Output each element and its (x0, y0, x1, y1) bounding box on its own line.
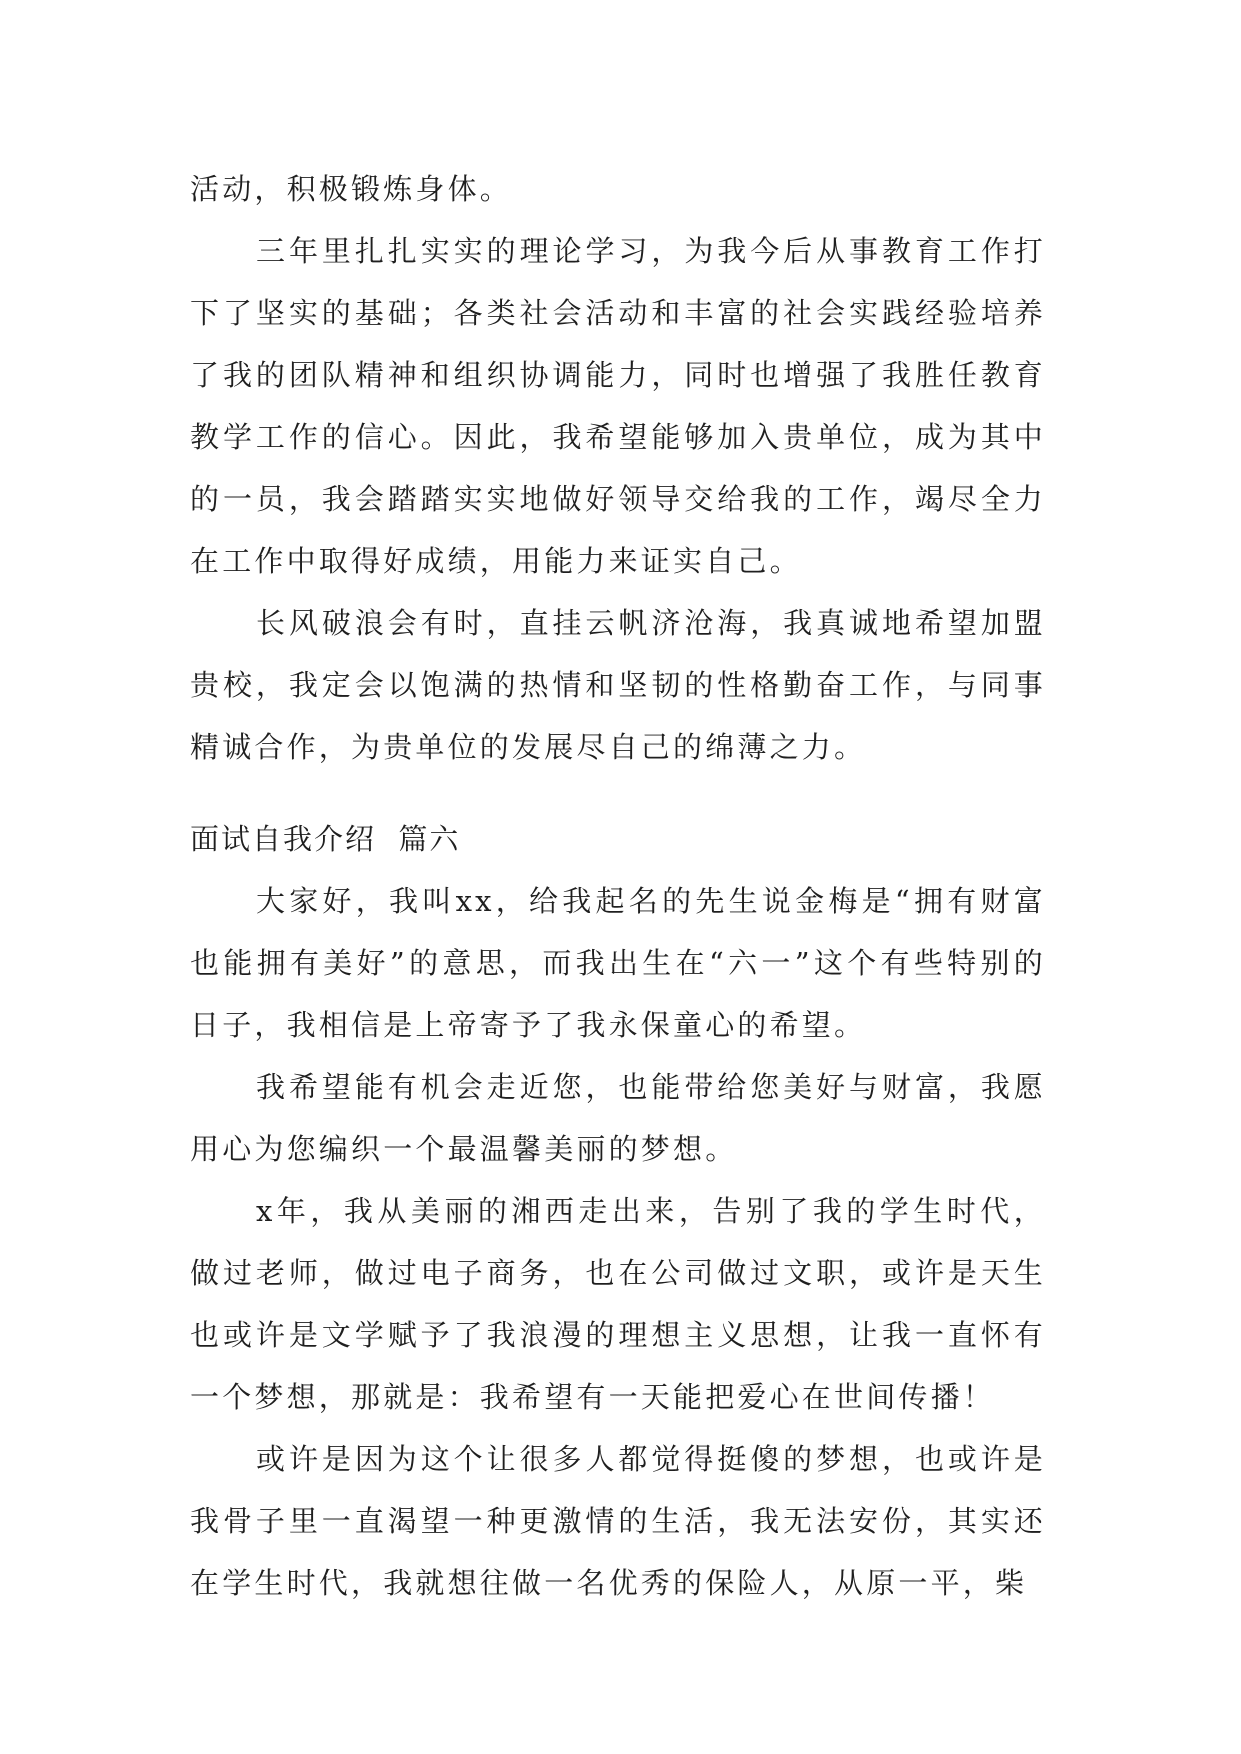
paragraph-closing-wish: 长风破浪会有时，直挂云帆济沧海，我真诚地希望加盟贵校，我定会以饱满的热情和坚韧的性格勤奋工作，与同事精诚合作，为贵单位的发展尽自己的绵薄之力。 (190, 606, 1046, 764)
section-heading: 面试自我介绍 篇六 (190, 822, 461, 856)
paragraph-hope: 我希望能有机会走近您，也能带给您美好与财富，我愿用心为您编织一个最温馨美丽的梦想。 (190, 1070, 1046, 1166)
paragraph-study-experience: 三年里扎扎实实的理论学习，为我今后从事教育工作打下了坚实的基础；各类社会活动和丰富的社会实践经验培养了我的团队精神和组织协调能力，同时也增强了我胜任教育教学工作的信心。因此，我希望能够加入贵单位，成为其中的一员，我会踏踏实实地做好领导交给我的工作，竭尽全力在工作中取得好成绩，用能力来证实自己。 (190, 234, 1046, 578)
paragraph-career-history: x年，我从美丽的湘西走出来，告别了我的学生时代，做过老师，做过电子商务，也在公司做过文职，或许是天生也或许是文学赋予了我浪漫的理想主义思想，让我一直怀有一个梦想，那就是：我希望有一天能把爱心在世间传播！ (190, 1194, 1046, 1414)
document-body (190, 158, 1046, 1614)
paragraph-greeting: 大家好，我叫xx，给我起名的先生说金梅是“拥有财富也能拥有美好”的意思，而我出生在“六一”这个有些特别的日子，我相信是上帝寄予了我永保童心的希望。 (190, 884, 1046, 1042)
section-spacer (190, 778, 1046, 808)
paragraph-dream: 或许是因为这个让很多人都觉得挺傻的梦想，也或许是我骨子里一直渴望一种更激情的生活，我无法安份，其实还在学生时代，我就想往做一名优秀的保险人，从原一平，柴 (190, 1442, 1046, 1600)
paragraph-continuation: 活动，积极锻炼身体。 (190, 172, 513, 206)
